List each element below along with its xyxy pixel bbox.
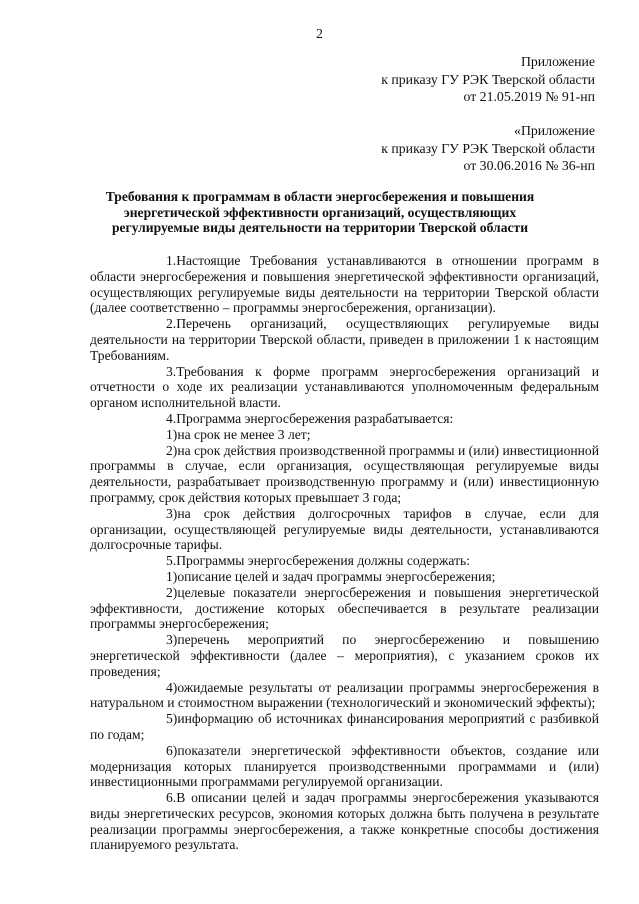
paragraph-text: перечень мероприятий по энергосбережению и повышению энергетической эффективности (далее – мероприятия), с указанием сроков их проведения;	[90, 632, 599, 679]
paragraph-text: Настоящие Требования устанавливаются в отношении программ в области энергосбережения и повышения энергетической эффективности организаций, осуществляющих регулируемые виды деятельности на территории Тверской области (далее соответственно – программы энергосбережения, организации).	[90, 253, 599, 316]
paragraph-text: Требования к форме программ энергосбережения организаций и отчетности о ходе их реализации устанавливаются уполномоченным федеральным органом исполнительной власти.	[90, 363, 599, 411]
annex-label: Приложение	[520, 54, 595, 69]
paragraph-number: 1)	[166, 426, 178, 442]
annex-header-current	[381, 53, 595, 106]
paragraph	[90, 585, 599, 632]
paragraph	[90, 253, 599, 316]
paragraph-number: 4)	[166, 679, 178, 695]
annex-order-ref: к приказу ГУ РЭК Тверской области	[381, 140, 595, 156]
paragraph-number: 5.	[166, 553, 177, 569]
paragraph-text: Программы энергосбережения должны содержать:	[176, 553, 471, 569]
paragraph-number: 4.	[166, 410, 177, 426]
paragraph	[90, 411, 599, 427]
paragraph-number: 2.	[166, 316, 177, 332]
paragraph-text: на срок действия долгосрочных тарифов в случае, если для организации, осуществляющей регулируемые виды деятельности, устанавливаются долгосрочные тарифы.	[90, 505, 599, 553]
annex-order-date: от 21.05.2019 № 91-нп	[463, 89, 595, 104]
paragraph	[90, 790, 599, 853]
paragraph	[90, 506, 599, 553]
document-title: Требования к программам в области энергосбережения и повышения энергетической эффективности организаций, осуществляющих регулируемые виды деятельности на территории Тверской области	[105, 189, 535, 236]
annex-header-previous	[381, 122, 595, 175]
paragraph	[90, 443, 599, 506]
paragraph	[90, 569, 599, 585]
paragraph	[90, 364, 599, 411]
paragraph-number: 2)	[166, 442, 178, 458]
paragraph-text: на срок действия производственной программы и (или) инвестиционной программы в случае, если организация, осуществляющая регулируемые виды деятельности, разрабатывает производственную программу и (или) инвестиционную программу, срок действия которых превышает 3 года;	[90, 442, 599, 505]
paragraph-number: 5)	[166, 711, 178, 727]
annex-order-ref: к приказу ГУ РЭК Тверской области	[381, 71, 595, 87]
page-number: 2	[316, 26, 323, 41]
annex-order-date: от 30.06.2016 № 36-нп	[463, 158, 595, 173]
paragraph-text: показатели энергетической эффективности объектов, создание или модернизация которых планируется производственными программами и (или) инвестиционными программами регулируемой организации.	[90, 742, 599, 790]
paragraph-number: 3.	[166, 363, 177, 379]
document-body	[90, 253, 599, 853]
paragraph-number: 3)	[166, 632, 178, 648]
paragraph-text: В описании целей и задач программы энергосбережения указываются виды энергетических ресурсов, экономия которых должна быть получена в результате реализации программы энергосбережения, а также конкретные способы достижения планируемого результата.	[90, 790, 599, 853]
paragraph-text: ожидаемые результаты от реализации программы энергосбережения в натуральном и стоимостном выражении (технологический и экономический эффекты);	[90, 679, 599, 711]
paragraph-text: Перечень организаций, осуществляющих регулируемые виды деятельности на территории Тверской области, приведен в приложении 1 к настоящим Требованиям.	[90, 316, 599, 363]
paragraph	[90, 427, 599, 443]
paragraph-number: 6.	[166, 790, 177, 806]
paragraph-number: 3)	[166, 505, 178, 521]
paragraph	[90, 743, 599, 790]
paragraph-text: на срок не менее 3 лет;	[177, 426, 311, 442]
paragraph-text: Программа энергосбережения разрабатывается:	[176, 410, 454, 426]
paragraph	[90, 316, 599, 363]
paragraph-text: информацию об источниках финансирования мероприятий с разбивкой по годам;	[90, 711, 599, 742]
paragraph-number: 6)	[166, 742, 178, 758]
paragraph-text: целевые показатели энергосбережения и повышения энергетической эффективности, достижение которых обеспечивается в результате реализации программы энергосбережения;	[90, 584, 599, 632]
paragraph-number: 2)	[166, 584, 178, 600]
paragraph-number: 1.	[166, 253, 177, 268]
paragraph-number: 1)	[166, 568, 178, 584]
annex-label: «Приложение	[514, 123, 595, 138]
paragraph	[90, 632, 599, 679]
paragraph	[90, 680, 599, 712]
paragraph	[90, 711, 599, 743]
paragraph	[90, 553, 599, 569]
paragraph-text: описание целей и задач программы энергосбережения;	[177, 568, 496, 584]
